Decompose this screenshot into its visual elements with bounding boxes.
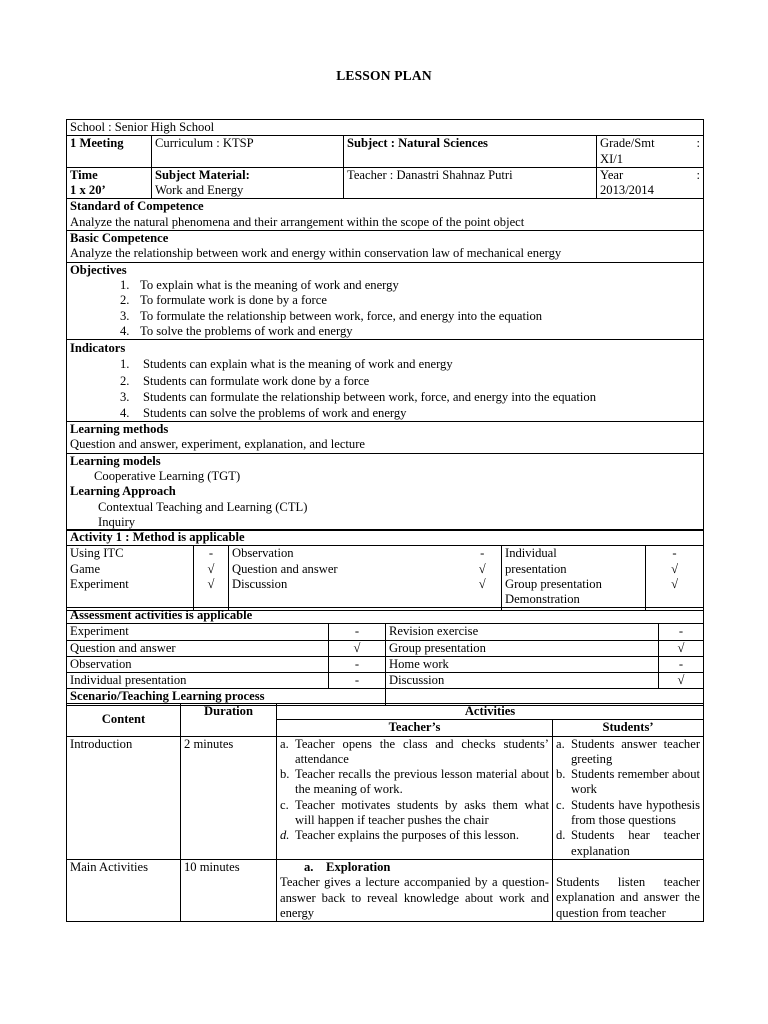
assessment-table [66, 607, 704, 706]
document-title: LESSON PLAN [336, 68, 432, 83]
material-cell [152, 167, 344, 199]
approach-item: Inquiry [98, 514, 136, 529]
list-item: 4. To solve the problems of work and energy [120, 323, 353, 338]
activity-col3-marks: - √ √ [646, 546, 704, 611]
objectives-heading: Objectives [70, 262, 127, 277]
grade-value: XI/1 [600, 151, 624, 166]
standard-section [67, 199, 704, 231]
intro-teacher [277, 736, 553, 859]
models-text: Cooperative Learning (TGT) [94, 469, 241, 484]
list-item: d. Students hear teacher explanation [556, 828, 701, 858]
activity-col2-marks: - √ √ [464, 546, 502, 611]
list-item: 3. Students can formulate the relationship between work, force, and energy into the equation [120, 389, 596, 404]
objectives-list [70, 278, 700, 339]
main-teacher [277, 859, 553, 921]
activity-table [66, 529, 704, 611]
intro-students [553, 736, 704, 859]
table-row: Individual presentation - Discussion √ [67, 673, 704, 689]
standard-text: Analyze the natural phenomena and their arrangement within the scope of the point object [70, 214, 525, 229]
grade-label: Grade/Smt [600, 136, 655, 151]
approach-item: Contextual Teaching and Learning (CTL) [98, 499, 308, 514]
activity-col1-labels: Using ITC Game Experiment [67, 546, 194, 611]
activity-col1-marks: - √ √ [194, 546, 229, 611]
list-item: a. Students answer teacher greeting [556, 736, 701, 766]
indicators-list [70, 356, 700, 421]
material-label: Subject Material: [155, 167, 250, 182]
main-students-text: Students listen teacher explanation and answer the question from teacher [556, 874, 701, 920]
school-cell: School : Senior High School [67, 120, 704, 136]
students-column-header: Students’ [553, 720, 704, 736]
grade-colon: : [696, 136, 701, 151]
year-colon: : [696, 167, 701, 182]
main-duration: 10 minutes [181, 859, 277, 921]
table-row [67, 859, 704, 921]
methods-text: Question and answer, experiment, explanation, and lecture [70, 437, 365, 452]
list-item: 2. To formulate work is done by a force [120, 293, 327, 308]
standard-heading: Standard of Competence [70, 199, 204, 214]
teacher-column-header: Teacher’s [277, 720, 553, 736]
activities-column-header: Activities [277, 704, 704, 720]
time-value: 1 x 20’ [70, 183, 106, 198]
intro-content: Introduction [67, 736, 181, 859]
table-row [67, 736, 704, 859]
main-teacher-text: Teacher gives a lecture accompanied by a question-answer back to reveal knowledge about work and energy [280, 875, 549, 920]
teacher-cell: Teacher : Danastri Shahnaz Putri [344, 167, 597, 199]
intro-duration: 2 minutes [181, 736, 277, 859]
list-item: d. Teacher explains the purposes of this lesson. [280, 828, 519, 843]
time-cell [67, 167, 152, 199]
list-item: 2. Students can formulate work done by a force [120, 373, 370, 388]
methods-heading: Learning methods [70, 422, 169, 437]
basic-section [67, 231, 704, 263]
models-heading: Learning models [70, 453, 161, 468]
list-item: b. Students remember about work [556, 767, 701, 797]
exploration-heading: a. Exploration [304, 859, 391, 874]
year-label: Year [600, 167, 624, 182]
scenario-heading: Scenario/Teaching Learning process [67, 689, 386, 705]
assessment-heading: Assessment activities is applicable [67, 608, 704, 624]
indicators-section [67, 340, 704, 422]
basic-text: Analyze the relationship between work and energy within conservation law of mechanical energy [70, 246, 562, 261]
lesson-plan-table [66, 119, 704, 531]
list-item: b. Teacher recalls the previous lesson material about the meaning of work. [280, 767, 549, 797]
material-value: Work and Energy [155, 183, 244, 198]
list-item: 3. To formulate the relationship between work, force, and energy into the equation [120, 308, 543, 323]
content-column-header: Content [67, 704, 181, 737]
list-item: 4. Students can solve the problems of work and energy [120, 405, 407, 420]
duration-column-header: Duration [181, 704, 277, 737]
subject-cell: Subject : Natural Sciences [344, 136, 597, 168]
table-row: Question and answer √ Group presentation √ [67, 640, 704, 656]
objectives-section [67, 262, 704, 339]
list-item: c. Students have hypothesis from those questions [556, 797, 701, 828]
indicators-heading: Indicators [70, 341, 126, 356]
approach-heading: Learning Approach [70, 484, 176, 499]
table-row: Observation - Home work - [67, 656, 704, 672]
grade-cell [597, 136, 704, 168]
table-row: Experiment - Revision exercise - [67, 624, 704, 640]
list-item: 1. To explain what is the meaning of work and energy [120, 277, 399, 292]
list-item: 1. Students can explain what is the meaning of work and energy [120, 357, 453, 372]
time-label: Time [70, 167, 98, 182]
scenario-table [66, 703, 704, 922]
main-content: Main Activities [67, 859, 181, 921]
activity-heading: Activity 1 : Method is applicable [67, 530, 704, 546]
meeting-cell: 1 Meeting [67, 136, 152, 168]
basic-heading: Basic Competence [70, 231, 169, 246]
activity-col3-labels: Individual presentation Group presentation Demonstration [502, 546, 646, 611]
list-item: c. Teacher motivates students by asks them what will happen if teacher pushes the chair [280, 797, 549, 828]
year-value: 2013/2014 [600, 183, 654, 198]
curriculum-cell: Curriculum : KTSP [152, 136, 344, 168]
models-section [67, 453, 704, 530]
methods-section [67, 422, 704, 454]
main-students [553, 859, 704, 921]
activity-col2-labels: Observation Question and answer Discussion [229, 546, 464, 611]
year-cell [597, 167, 704, 199]
list-item: a. Teacher opens the class and checks students’ attendance [280, 736, 549, 766]
